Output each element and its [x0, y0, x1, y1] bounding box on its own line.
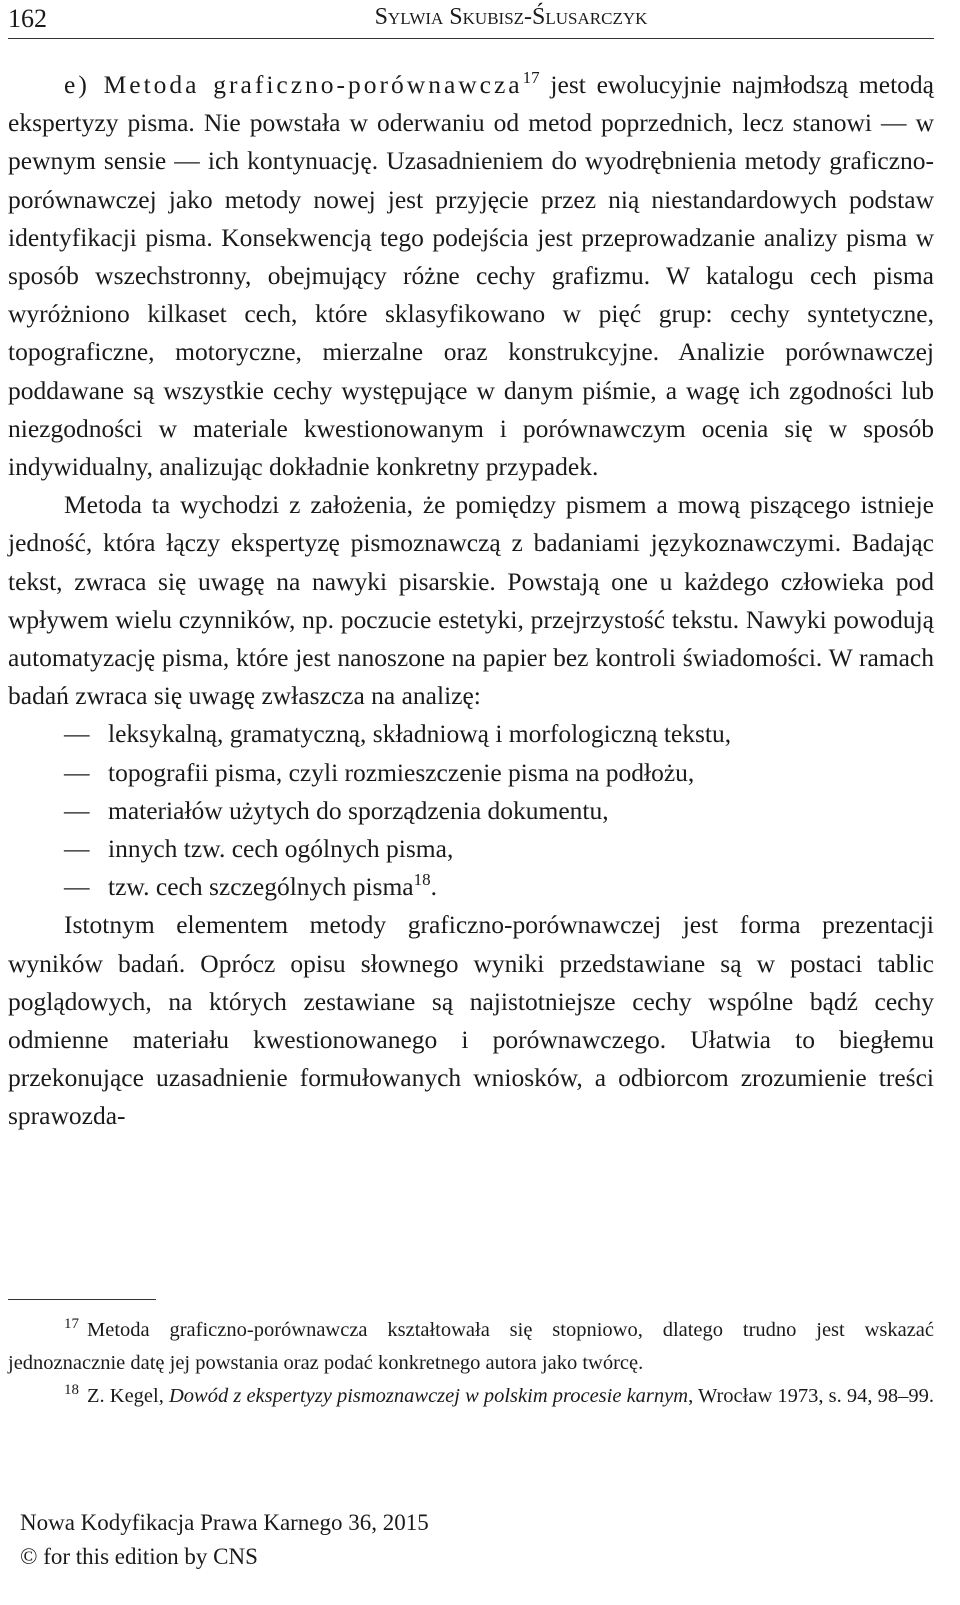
- list-item: [64, 868, 934, 906]
- footnote-divider: [8, 1299, 156, 1300]
- main-text: [8, 66, 934, 1136]
- dash-marker: —: [64, 719, 90, 749]
- dash-marker: —: [64, 834, 90, 864]
- bullet-list: [8, 715, 934, 906]
- list-item-text: topografii pisma, czyli rozmieszczenie pisma na podłożu,: [108, 757, 695, 787]
- footnote: [8, 1314, 934, 1380]
- list-item-text: tzw. cech szczególnych pisma: [108, 872, 414, 902]
- page-footer: [20, 1506, 429, 1574]
- footnote-ref[interactable]: 18: [413, 870, 431, 890]
- list-item: [64, 830, 934, 868]
- footnote-author: Z. Kegel,: [87, 1385, 169, 1407]
- list-item: [64, 754, 934, 792]
- list-item-end: .: [430, 872, 438, 902]
- page-header: [8, 0, 934, 39]
- footnote-title: Dowód z ekspertyzy pismoznawczej w polskim procesie karnym: [168, 1385, 689, 1407]
- page-number: 162: [8, 4, 47, 33]
- footnote-text: Metoda graficzno-porównawcza kształtowała się stopniowo, dlatego trudno jest wskazać jednoznacznie datę jej powstania oraz podać konkretnego autora jako twórcę.: [8, 1319, 934, 1374]
- paragraph: Metoda ta wychodzi z założenia, że pomiędzy pismem a mową piszącego istnieje jedność, która łączy ekspertyzę pismoznawczą z badaniami językoznawczymi. Badając tekst, zwraca się uwagę na nawyki pisarskie. Powstają one u każdego człowieka pod wpływem wielu czynników, np. poczucie estetyki, przejrzystość tekstu. Nawyki powodują automatyzację pisma, które jest nanoszone na papier bez kontroli świadomości. W ramach badań zwraca się uwagę zwłaszcza na analizę:: [8, 490, 934, 711]
- list-item: [64, 792, 934, 830]
- list-item-text: materiałów użytych do sporządzenia dokumentu,: [108, 795, 609, 825]
- footnote-ref[interactable]: 17: [522, 68, 540, 87]
- paragraph-text: jest ewolucyjnie najmłodszą metodą ekspertyzy pisma. Nie powstała w oderwaniu od metod poprzednich, lecz stanowi — w pewnym sensie — ich kontynuację. Uzasadnieniem do wyodrębnienia metody graficzno-porównawczej jako metody nowej jest przyjęcie przez nią niestandardowych podstaw identyfikacji pisma. Konsekwencją tego podejścia jest przeprowadzanie analizy pisma w sposób wszechstronny, obejmujący różne cechy grafizmu. W katalogu cech pisma wyróżniono kilkaset cech, które sklasyfikowano w pięć grup: cechy syntetyczne, topograficzne, motoryczne, mierzalne oraz konstrukcyjne. Analizie porównawczej poddawane są wszystkie cechy występujące w danym piśmie, a wagę ich zgodności lub niezgodności w materiale kwestionowanym i porównawczym ocenia się w sposób indywidualny, analizując dokładnie konkretny przypadek.: [8, 70, 934, 482]
- paragraph: [8, 66, 934, 486]
- footnote-text: , Wrocław 1973, s. 94, 98–99.: [688, 1385, 934, 1407]
- running-head: Sylwia Skubisz-Ślusarczyk: [374, 4, 648, 30]
- dash-marker: —: [64, 757, 90, 787]
- footnote-number: 18: [64, 1382, 79, 1398]
- list-item-text: leksykalną, gramatyczną, składniową i morfologiczną tekstu,: [108, 719, 732, 749]
- footnotes: [8, 1314, 934, 1413]
- section-label: e) Metoda graficzno-porównawcza: [64, 70, 523, 99]
- footnote: [8, 1380, 934, 1413]
- copyright-notice: © for this edition by CNS: [20, 1544, 258, 1569]
- journal-citation: Nowa Kodyfikacja Prawa Karnego 36, 2015: [20, 1510, 429, 1535]
- footnote-number: 17: [64, 1316, 79, 1332]
- list-item-text: innych tzw. cech ogólnych pisma,: [108, 834, 454, 864]
- list-item: [64, 715, 934, 753]
- paragraph: Istotnym elementem metody graficzno-porównawczej jest forma prezentacji wyników badań. Oprócz opisu słownego wyniki przedstawiane są w postaci tablic poglądowych, na których zestawiane są najistotniejsze cechy wspólne bądź cechy odmienne materiału kwestionowanego i porównawczego. Ułatwia to biegłemu przekonujące uzasadnienie formułowanych wniosków, a odbiorcom zrozumienie treści sprawozda-: [8, 910, 934, 1131]
- dash-marker: —: [64, 795, 90, 825]
- dash-marker: —: [64, 872, 90, 902]
